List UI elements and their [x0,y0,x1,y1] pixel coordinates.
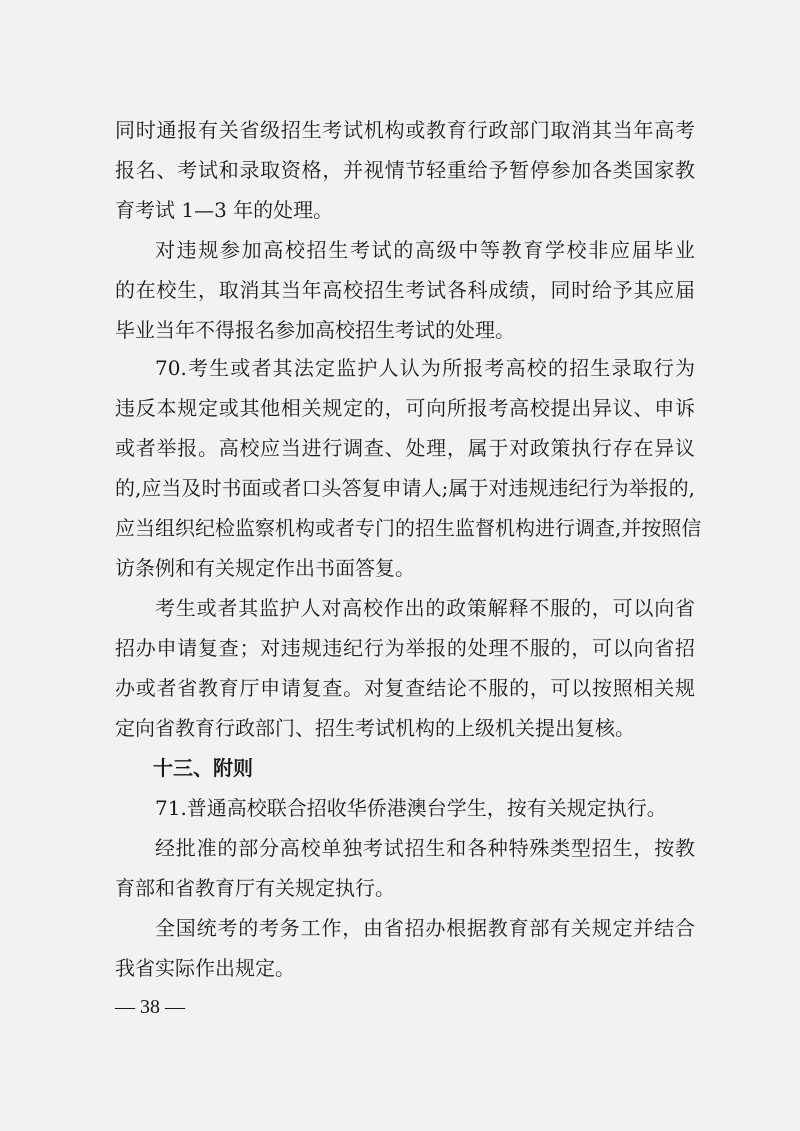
text-line: 71.普通高校联合招收华侨港澳台学生，按有关规定执行。 [155,796,667,820]
text-line: 毕业当年不得报名参加高校招生考试的处理。 [115,318,515,342]
text-line: 对违规参加高校招生考试的高级中等教育学校非应届毕业 [155,238,695,262]
text-line: 访条例和有关规定作出书面答复。 [115,556,415,580]
text-line: 或者举报。高校应当进行调查、处理，属于对政策执行存在异议 [115,436,695,460]
text-line: 同时通报有关省级招生考试机构或教育行政部门取消其当年高考 [115,118,695,142]
text-line: 的,应当及时书面或者口头答复申请人;属于对违规违纪行为举报的, [115,476,695,500]
text-line: 经批准的部分高校单独考试招生和各种特殊类型招生，按教 [155,836,695,860]
text-line: 的在校生，取消其当年高校招生考试各科成绩，同时给予其应届 [115,278,695,302]
section-heading: 十三、附则 [153,756,253,780]
text-line: 育考试 1—3 年的处理。 [115,198,334,222]
text-line: 我省实际作出规定。 [115,956,295,980]
text-line: 违反本规定或其他相关规定的，可向所报考高校提出异议、申诉 [115,396,695,420]
text-line: 70.考生或者其法定监护人认为所报考高校的招生录取行为 [155,356,695,380]
text-line: 定向省教育行政部门、招生考试机构的上级机关提出复核。 [115,716,635,740]
text-line: 育部和省教育厅有关规定执行。 [115,876,395,900]
page-number: — 38 — [115,996,185,1018]
text-line: 考生或者其监护人对高校作出的政策解释不服的，可以向省 [155,596,695,620]
text-line: 报名、考试和录取资格，并视情节轻重给予暂停参加各类国家教 [115,158,695,182]
text-line: 招办申请复查；对违规违纪行为举报的处理不服的，可以向省招 [115,636,695,660]
text-line: 应当组织纪检监察机构或者专门的招生监督机构进行调查,并按照信 [115,516,702,540]
text-line: 全国统考的考务工作，由省招办根据教育部有关规定并结合 [155,916,695,940]
text-line: 办或者省教育厅申请复查。对复查结论不服的，可以按照相关规 [115,676,695,700]
